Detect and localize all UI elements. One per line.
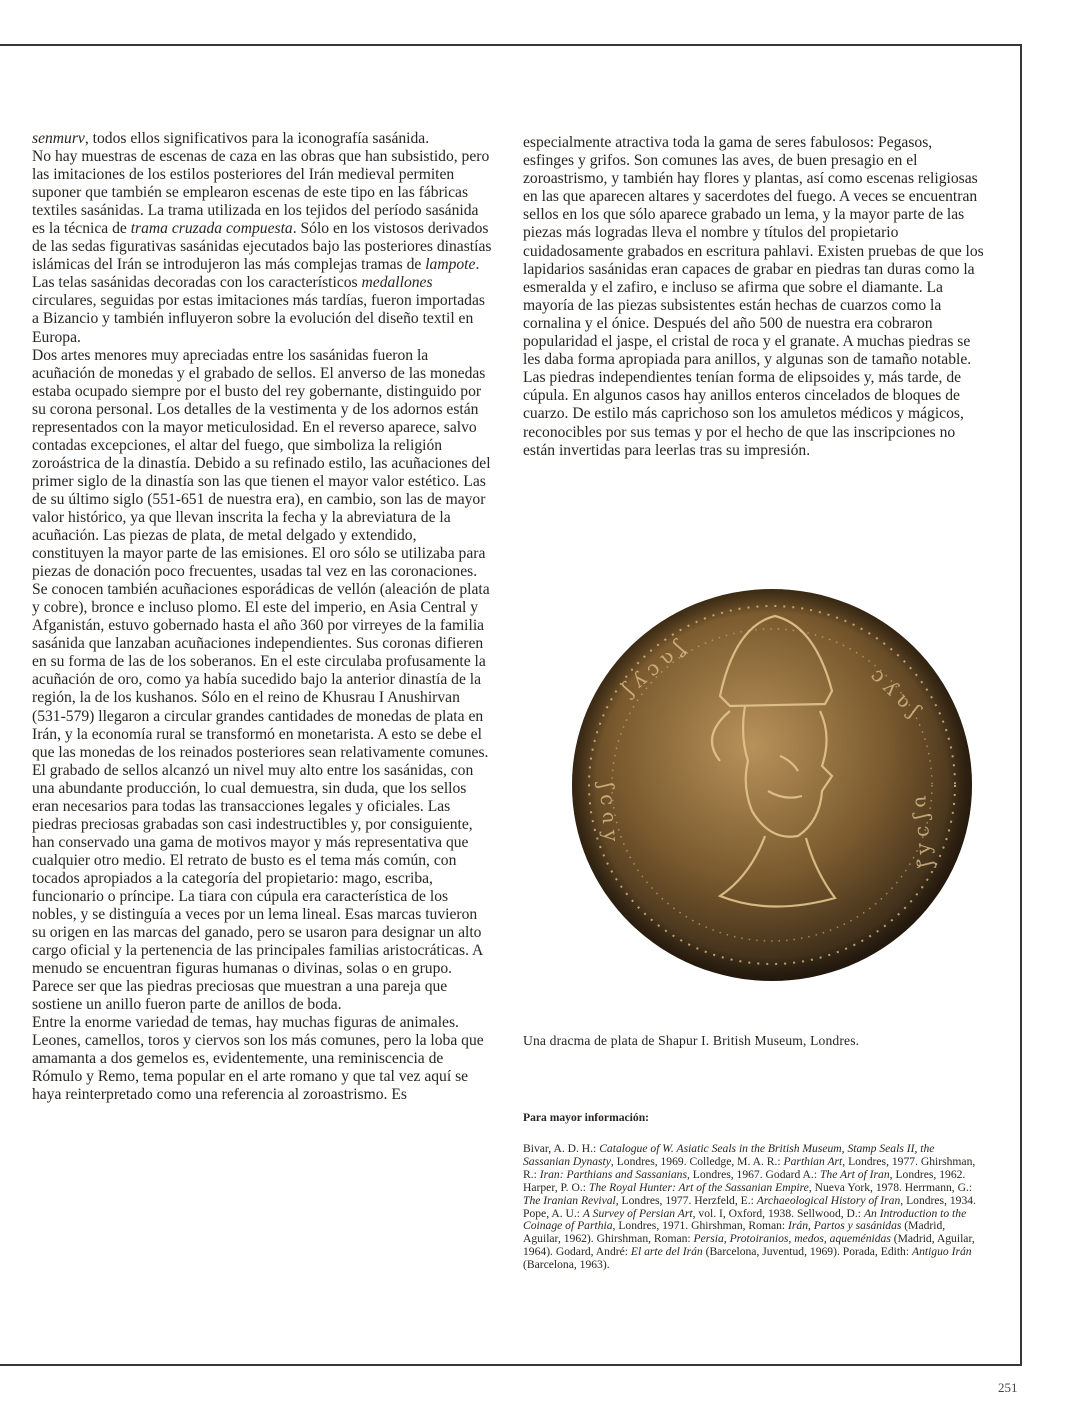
text-run: , Londres, 1971. Ghirshman, Roman: [612,1219,789,1233]
text-run: No hay muestras de escenas de caza en las obras que han subsistido, pero las imitaciones de los estilos posteriores del Irán medieval permiten suponer que también se emplearon escenas de este tipo en las fábricas textiles sasánidas. La trama utilizada en los tejidos del período sasánida es la técnica de [32,148,490,238]
text-run: (Barcelona, Juventud, 1969). Porada, Edith: [702,1245,912,1259]
text-run: , Londres, 1977. Herzfeld, E.: [615,1193,757,1207]
text-run: , vol. I, Oxford, 1938. Sellwood, D.: [692,1206,864,1220]
text-run: , Londres, 1977. Ghirshman, R.: [523,1154,976,1181]
text-run: circulares, seguidas por estas imitaciones más tardías, fueron importadas a Bizancio y también influyeron sobre la evolución del diseño textil en Europa. [32,292,485,346]
italic-term: trama cruzada compuesta [130,220,293,238]
body-paragraph [32,1014,492,1104]
body-paragraph [523,134,985,460]
text-run: , Londres, 1962. Harper, P. O.: [523,1167,966,1194]
coin-image [570,586,974,984]
text-run: El grabado de sellos alcanzó un nivel muy alto entre los sasánidas, con una abundante producción, lo cual demuestra, sin duda, que los sellos eran necesarios para todas las transacciones legales y oficiales. Las piedras preciosas grabadas son casi indestructibles y, por consiguiente, han conservado una gama de motivos mayor y más representativa que cualquier otro medio. El retrato de busto es el tema más común, con tocados apropiados a la categoría del propietario: mago, escriba, funcionario o príncipe. La tiara con cúpula era característica de los nobles, y se distinguía a veces por un lema lineal. Esas marcas tuvieron su origen en las marcas del ganado, pero se usaron para designar un alto cargo oficial y la pertenencia de las principales familias aristocráticas. A menudo se encuentran figuras humanas o divinas, solas o en grupo. Parece ser que las piedras preciosas que muestran a una pareja que sostiene un anillo fueron parte de anillos de boda. [32,761,483,1014]
further-reading-title: Para mayor información: [523,1111,650,1124]
italic-term: Antiguo Irán [911,1245,972,1259]
italic-term: medallones [361,274,433,292]
italic-term: Archaeological History of Iran [756,1193,901,1207]
text-run: , Nueva York, 1978. Herrmann, G.: [808,1180,973,1194]
italic-term: The Royal Hunter: Art of the Sassanian Empire [588,1180,809,1194]
italic-term: senmurv [32,130,85,147]
coin-photo [570,586,974,984]
italic-term: lampote [425,256,476,274]
text-run: (Madrid, Aguilar, 1962). Ghirshman, Roman: [523,1219,946,1246]
figure-caption: Una dracma de plata de Shapur I. British Museum, Londres. [523,1033,860,1048]
text-run: Se conocen también acuñaciones esporádicas de vellón (aleación de plata y cobre), bronce e incluso plomo. El este del imperio, en Asia Central y Afganistán, estuvo gobernado hasta el año 360 por virreyes de la familia sasánida que lanzaban acuñaciones independientes. Sus coronas difieren en su forma de las de los soberanos. En el este circulaba profusamente la acuñación de oro, como ya había sucedido bajo la anterior dinastía de la región, la de los kushanos. Sólo en el reino de Khusrau I Anushirvan (531-579) llegaron a circular grandes cantidades de monedas de plata en Irán, y la economía rural se transformó en monetarista. A esto se debe el que las monedas de los reinados posteriores sean relativamente comunes. [32,581,490,761]
italic-term: Irán, Partos y sasánidas [788,1219,902,1233]
text-run: especialmente atractiva toda la gama de seres fabulosos: Pegasos, esfinges y grifos. Son comunes las aves, de buen presagio en el zoroastrismo, y también hay flores y plantas, así como escenas religiosas en las que aparecen altares y sacerdotes del fuego. A veces se encuentran sellos en los que sólo aparece grabado un lema, y la mayor parte de las piezas más logradas lleva el nombre y títulos del propietario cuidadosamente grabados en escritura pahlavi. Existen pruebas de que los lapidarios sasánidas eran capaces de grabar en piedras tan duras como la esmeralda y el zafiro, e incluso se afirma que sobre el diamante. La mayoría de las piezas subsistentes están hechas de cuarzos como la cornalina y el ónice. Después del año 500 de nuestra era cobraron popularidad el jaspe, el cristal de roca y el granate. A muchas piedras se les daba forma apropiada para anillos, y algunas son de tamaño notable. Las piedras independientes tenían forma de elipsoides y, más tarde, de cúpula. En algunos casos hay anillos enteros cincelados de bloques de cuarzo. De estilo más caprichoso son los amuletos médicos y mágicos, reconocibles por sus temas y por el hecho de que las inscripciones no están invertidas para leerlas tras su impresión. [523,134,984,459]
text-run: (Madrid, Aguilar, 1964). Godard, André: [523,1232,975,1259]
italic-term: Iran: Parthians and Sassanians [539,1167,687,1181]
right-column [523,134,985,460]
svg-text:ɔ ʎ ʋ ʃ: ɔ ʎ ʋ ʃ [866,662,926,722]
text-run: . Sólo en los vistosos derivados de las sedas figurativas sasánidas ejecutados bajo las posteriores dinastías islámicas del Irán se introdujeron las más complejas tramas de [32,220,492,274]
text-run: , Londres, 1934. Pope, A. U.: [523,1193,976,1220]
italic-term: The Art of Iran [819,1167,890,1181]
italic-term: Persia, Protoiranios, medos, aqueménidas [693,1232,891,1246]
text-run: , todos ellos significativos para la iconografía sasánida. [84,130,430,147]
italic-term: El arte del Irán [630,1245,703,1259]
text-run: . Las telas sasánidas decoradas con los característicos [32,256,480,292]
text-run: Dos artes menores muy apreciadas entre los sasánidas fueron la acuñación de monedas y el grabado de sellos. El anverso de las monedas estaba ocupado siempre por el busto del rey gobernante, distinguido por su corona personal. Los detalles de la vestimenta y de los adornos están representados con la mayor meticulosidad. En el reverso aparece, salvo contadas excepciones, el altar del fuego, que simboliza la religión zoroástrica de la dinastía. Debido a su refinado estilo, las acuñaciones del primer siglo de la dinastía son las que tienen el mayor valor estético. Las de su último siglo (551-651 de nuestra era), en cambio, son las de mayor valor histórico, ya que llevan inscrita la fecha y la abreviatura de la acuñación. Las piezas de plata, de metal delgado y extendido, constituyen la mayor parte de las emisiones. El oro sólo se utilizaba para piezas de donación poco frecuentes, usadas tal vez en las coronaciones. [32,346,491,581]
body-paragraph [32,130,492,148]
italic-term: An Introduction to the Coinage of Parthia [523,1206,967,1233]
body-paragraph [32,762,492,1015]
body-paragraph [32,347,492,582]
text-run: , Londres, 1967. Godard A.: [686,1167,820,1181]
italic-term: A Survey of Persian Art [582,1206,693,1220]
svg-text:ʃ ʎ ɔ ʋ ʆ: ʃ ʎ ɔ ʋ ʆ [617,635,689,700]
svg-text:ʎ ʋ ɔ ʃ: ʎ ʋ ɔ ʃ [590,781,620,843]
italic-term: Catalogue of W. Asiatic Seals in the British Museum, Stamp Seals II, the Sassanian Dynasty [523,1142,935,1168]
text-run: (Barcelona, 1963). [523,1258,610,1272]
left-column [32,130,492,1105]
body-paragraph [32,148,492,347]
italic-term: The Iranian Revival [523,1193,616,1207]
italic-term: Parthian Art [783,1154,843,1168]
text-run: Entre la enorme variedad de temas, hay muchas figuras de animales. Leones, camellos, toros y ciervos son los más comunes, pero la loba que amamanta a dos gemelos es, evidentemente, una reminiscencia de Rómulo y Remo, tema popular en el arte romano y que tal vez aquí se haya reinterpretado como una referencia al zoroastrismo. Es [32,1014,484,1104]
bibliography [523,1143,978,1272]
svg-text:ʋ ʃ ɔ ʎ ʆ: ʋ ʃ ɔ ʎ ʆ [910,794,941,869]
body-paragraph [32,581,492,761]
text-run: Bivar, A. D. H.: [523,1142,600,1155]
text-run: , Londres, 1969. Colledge, M. A. R.: [610,1154,784,1168]
page-number: 251 [998,1380,1018,1395]
